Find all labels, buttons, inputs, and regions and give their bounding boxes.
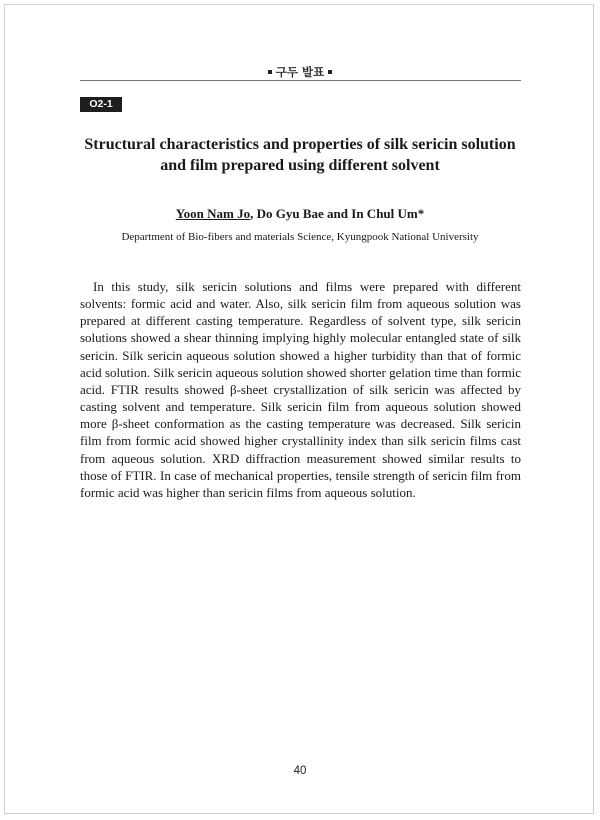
paper-title-line-2: and film prepared using different solvent — [160, 157, 440, 174]
session-code-badge: O2-1 — [80, 97, 122, 112]
header-divider — [80, 80, 521, 81]
paper-title-line-1: Structural characteristics and properties of silk sericin solution — [84, 136, 516, 153]
square-bullet-icon — [268, 70, 272, 74]
square-bullet-icon — [328, 70, 332, 74]
coauthors: , Do Gyu Bae and In Chul Um* — [250, 206, 425, 221]
paper-title — [70, 134, 530, 176]
section-header — [80, 64, 520, 80]
presenting-author: Yoon Nam Jo — [175, 206, 251, 221]
section-label: 구두 발표 — [275, 65, 325, 79]
abstract-body: In this study, silk sericin solutions and films were prepared with different solvents: formic acid and water. Also, silk sericin film from aqueous solution was prepared at different casting temperature. Regardless of solvent type, silk sericin solutions showed a shear thinning implying highly molecular entangled state of silk sericin. Silk sericin aqueous solution showed a higher turbidity than that of formic acid solution. Silk sericin aqueous solution showed shorter gelation time than formic acid. FTIR results showed β-sheet crystallization of silk sericin was affected by casting solvent and temperature. Silk sericin film from aqueous solution showed more β-sheet conformation as the casting temperature was decreased. Silk sericin film from formic acid showed higher crystallinity index than silk sericin films cast from aqueous solution. XRD diffraction measurement showed similar results to those of FTIR. In case of mechanical properties, tensile strength of sericin film from formic acid was higher than sericin films from aqueous solution. — [80, 279, 521, 500]
author-list — [60, 206, 540, 222]
author-affiliation: Department of Bio-fibers and materials Science, Kyungpook National University — [121, 231, 479, 243]
page-number: 40 — [293, 765, 307, 777]
